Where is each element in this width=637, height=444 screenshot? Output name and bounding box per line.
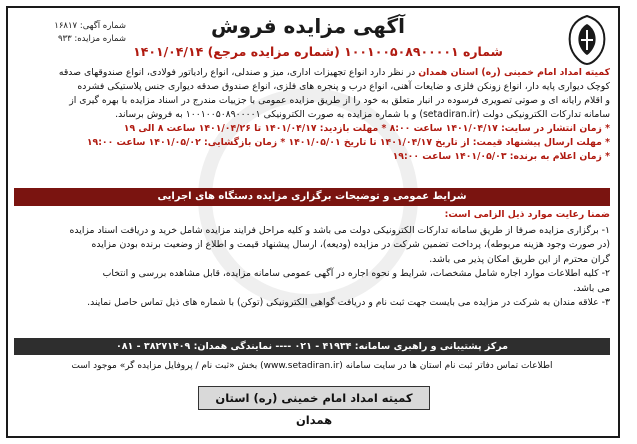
organization-signature-box: کمیته امداد امام خمینی (ره) استان همدان [198,386,430,410]
rule-line-1: ۱- برگزاری مزایده صرفا از طریق سامانه تدارکات الکترونیکی دولت می باشد و کلیه مراحل فرایند مزایده شامل خرید و دریافت اسناد مزایده [69,224,610,236]
rule-line-3: گران محترم از این طریق امکان پذیر می باشد. [429,253,610,265]
registration-info: اطلاعات تماس دفاتر ثبت نام استان ها در سایت سامانه (www.setadiran.ir) بخش «ثبت نام / پروفایل مزایده گر» موجود است [71,361,553,371]
rules-section [14,208,610,311]
body-line-4: سامانه تدارکات الکترونیکی دولت (setadiran.ir) و با شماره مزایده به صورت الکترونیکی ۱۰۰۱۰۰۵۰۸۹۰۰۰۰۱ به فروش برساند. [115,109,610,120]
imam-khomeini-relief-logo-icon [562,14,612,66]
notice-body [14,66,610,164]
rule-line-6: ۳- علاقه مندان به شرکت در مزایده می بایست جهت ثبت نام و دریافت گواهی الکترونیکی (توکن) با شماره های ذیل تماس حاصل نمایند. [87,297,610,308]
conditions-banner: شرایط عمومی و توضیحات برگزاری مزایده دستگاه های اجرایی [14,188,610,206]
notice-title: آگهی مزایده فروش [211,14,405,38]
organization-name: کمیته امداد امام خمینی (ره) استان همدان [418,67,610,78]
rules-heading: ضمنا رعایت موارد ذیل الزامی است: [444,209,610,220]
body-line-1 [14,66,610,80]
notice-subtitle: شماره ۱۰۰۱۰۰۵۰۸۹۰۰۰۰۱ (شماره مزایده مرجع) ۱۴۰۱/۰۴/۱۴ [133,44,503,59]
date-line-1: * زمان انتشار در سایت: ۱۴۰۱/۰۴/۱۷ ساعت ۸:۰۰ * مهلت بازدید: ۱۴۰۱/۰۴/۱۷ تا ۱۴۰۱/۰۴/۲۶ ساعت ۸ الی ۱۹ [123,123,610,134]
body-line-3: و اقلام رایانه ای و صوتی تصویری فرسوده در انبار متعلق به خود را از طریق مزایده عمومی با جزییات مندرج در اسناد مزایده با بهره گیری از [69,95,610,106]
date-line-3: * زمان اعلام به برنده: ۱۴۰۱/۰۵/۰۳ ساعت ۱۹:۰۰ [392,151,610,162]
ad-number: شماره آگهی: ۱۶۸۱۷ [54,21,126,31]
date-line-2: * مهلت ارسال پیشنهاد قیمت: از تاریخ ۱۴۰۱/۰۴/۱۷ تا تاریخ ۱۴۰۱/۰۵/۰۱ * زمان بازگشایی: ۱۴۰۱/۰۵/۰۲ ساعت ۱۹:۰۰ [86,137,610,148]
rule-line-5: می باشد. [573,282,610,294]
rule-line-4: ۲- کلیه اطلاعات موارد اجاره شامل مشخصات، شرایط و نحوه اجاره در آگهی عمومی سامانه مزایده، قابل مشاهده بررسی و انتخاب [102,268,610,279]
support-contact-bar: مرکز پشتیبانی و راهبری سامانه: ۴۱۹۳۴ - ۰۲۱ ---- نمایندگی همدان: ۳۸۲۷۱۴۰۹ - ۰۸۱ [14,338,610,355]
tender-number: شماره مزایده: ۹۳۳ [57,34,126,44]
rule-line-2: (در صورت وجود هزینه مربوطه)، پرداخت تضمین شرکت در مزایده (ودیعه)، ارسال پیشنهاد قیمت و اطلاع از وضعیت برنده بودن مزایده [91,239,610,250]
body-line-1-text: در نظر دارد انواع تجهیزات اداری، میز و صندلی، انواع رادیاتور فولادی، انواع صندوقهای صدقه [58,67,416,78]
notice-frame [6,6,620,438]
notice-meta [16,20,126,46]
body-line-2: کوچک دیواری پایه دار، انواع زونکن فلزی و ضایعات آهنی، انواع درب و پنجره های فلزی، انواع صندوق صدقه دیواری جنس پلاستیکی فشرده [77,81,610,92]
